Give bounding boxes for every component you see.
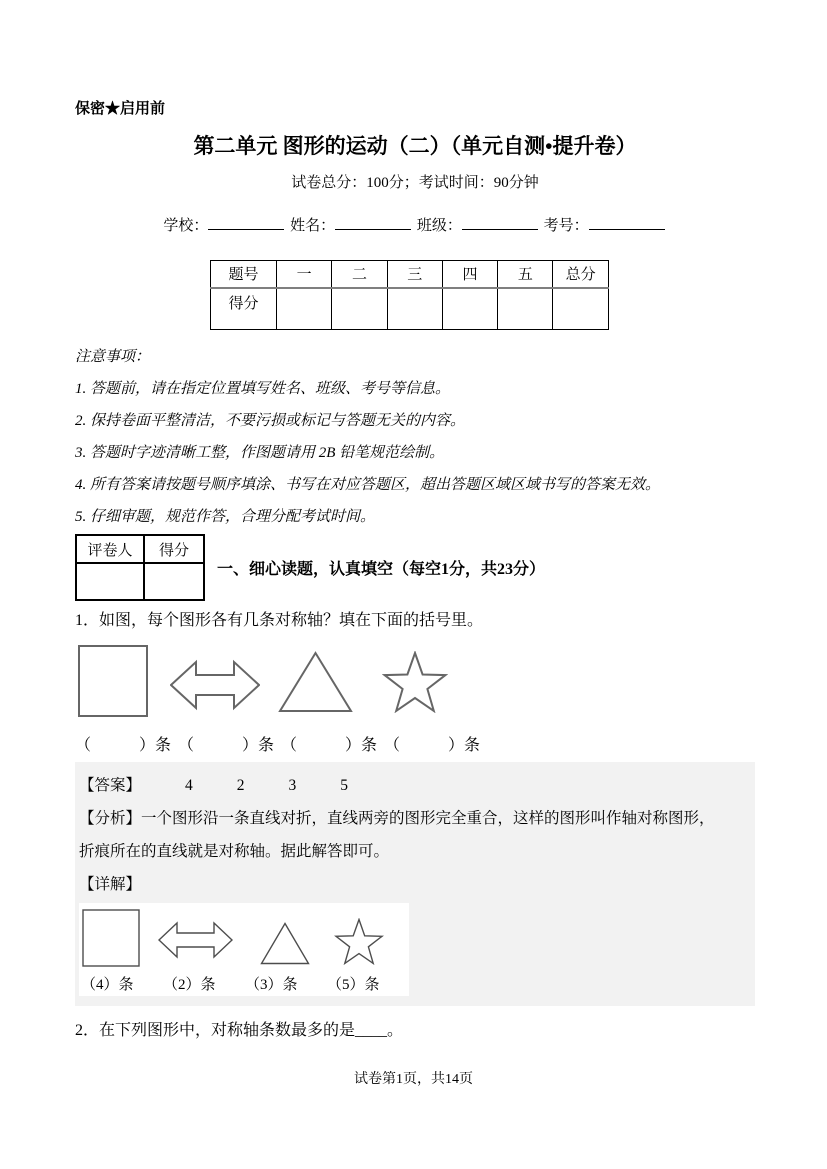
double-arrow-shape-icon [170,659,260,711]
triangle-shape-icon [260,922,310,965]
section1-heading: 一、细心读题，认真填空（每空1分，共23分） [217,561,546,578]
question1-figure [75,645,755,717]
section1-header-row [75,533,755,602]
detail-label: 【详解】 [79,876,142,893]
score-header-cell: 五 [498,261,553,288]
answer-value: 3 [288,777,297,794]
grader-score-table [75,534,205,601]
exam-no-label: 考号： [543,218,589,234]
answer-blank: （ ）条 [178,737,275,754]
detail-answer: （2）条 [163,977,216,993]
score-cell [553,288,608,330]
square-shape-icon [82,909,140,967]
score-header-cell: 一 [277,261,332,288]
grader-cell [144,563,204,600]
detail-answer: （5）条 [327,977,380,993]
score-cell [387,288,442,330]
answer-value: 2 [236,777,245,794]
double-arrow-shape-icon [158,921,233,959]
answer-blank: （ ）条 [281,737,378,754]
grader-cell [76,563,144,600]
question1-solution-block [75,762,755,1006]
score-row-label: 得分 [211,288,277,330]
score-cell [277,288,332,330]
notes-heading: 注意事项： [75,349,151,365]
score-cell [442,288,497,330]
secret-label: 保密★启用前 [75,101,166,117]
square-shape-icon [78,645,148,717]
student-info-line [75,215,755,237]
note-item: 1. 答题前，请在指定位置填写姓名、班级、考号等信息。 [75,381,451,397]
school-label: 学校： [163,218,209,234]
exam-no-field [544,218,667,234]
score-cell [498,288,553,330]
score-summary-table [210,260,609,330]
score-header-cell: 三 [387,261,442,288]
detail-answer: （3）条 [245,977,298,993]
grader-header-cell: 评卷人 [76,535,144,563]
grader-header-cell: 得分 [144,535,204,563]
answer-value: 4 [185,777,193,794]
grader-table-header-row [76,535,204,563]
answer-values [141,777,348,794]
name-field [290,218,413,234]
school-field [163,218,286,234]
answer-blank: （ ）条 [384,737,481,754]
class-label: 班级： [416,218,462,234]
detail-figure [79,903,409,996]
note-item: 4. 所有答案请按题号顺序填涂、书写在对应答题区，超出答题区域区域书写的答案无效。 [75,477,661,493]
score-header-cell: 总分 [553,261,608,288]
exam-notes [75,341,755,533]
score-cell [332,288,387,330]
score-header-cell: 四 [442,261,497,288]
answer-blank: （ ）条 [75,737,172,754]
star-shape-icon [334,918,384,965]
star-shape-icon [382,651,448,713]
note-item: 3. 答题时字迹清晰工整，作图题请用 2B 铅笔规范绘制。 [75,445,445,461]
answer-value: 5 [340,777,349,794]
name-blank [335,215,411,230]
detail-answer: （4）条 [81,977,134,993]
school-blank [208,215,284,230]
question1-text: 1．如图，每个图形各有几条对称轴？填在下面的括号里。 [75,612,484,629]
page-title: 第二单元 图形的运动（二）（单元自测•提升卷） [193,134,637,158]
grader-table-body-row [76,563,204,600]
detail-answers-row [81,973,409,994]
question2-text: 2．在下列图形中，对称轴条数最多的是____。 [75,1022,404,1039]
name-label: 姓名： [290,218,336,234]
note-item: 2. 保持卷面平整清洁，不要污损或标记与答题无关的内容。 [75,413,466,429]
analysis-text: 【分析】一个图形沿一条直线对折，直线两旁的图形完全重合，这样的图形叫作轴对称图形，折痕所在的直线就是对称轴。据此解答即可。 [79,810,715,860]
score-header-cell: 题号 [211,261,277,288]
exam-meta-line: 试卷总分：100分；考试时间：90分钟 [291,175,539,191]
answer-label: 【答案】 [79,777,142,794]
page-footer: 试卷第1页，共14页 [354,1072,473,1087]
detail-shapes-row [81,909,409,967]
class-blank [462,215,538,230]
note-item: 5. 仔细审题，规范作答，合理分配考试时间。 [75,509,376,525]
score-table-header-row [211,261,609,288]
score-table-body-row [211,288,609,330]
score-header-cell: 二 [332,261,387,288]
exam-no-blank [589,215,665,230]
class-field [417,218,540,234]
answer-line [79,769,745,802]
question1-answer-blanks [75,732,755,754]
triangle-shape-icon [278,651,353,713]
